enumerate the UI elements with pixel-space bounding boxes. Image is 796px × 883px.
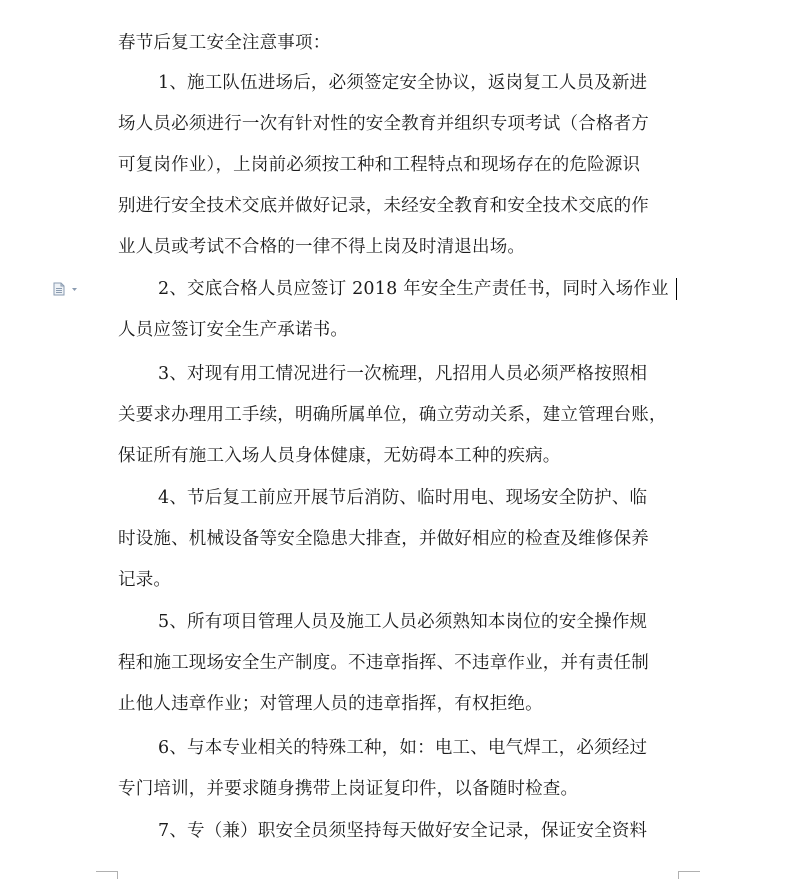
paragraph-3-line-3: 保证所有施工入场人员身体健康，无妨碍本工种的疾病。 xyxy=(118,446,561,466)
paragraph-4-line-3: 记录。 xyxy=(118,570,172,590)
paragraph-4-line-1: 4、节后复工前应开展节后消防、临时用电、现场安全防护、临 xyxy=(158,488,648,508)
paragraph-5-line-3: 止他人违章作业；对管理人员的违章指挥，有权拒绝。 xyxy=(118,694,543,714)
paragraph-5-line-2: 程和施工现场安全生产制度。不违章指挥、不违章作业，并有责任制 xyxy=(118,653,649,673)
paragraph-6-line-1: 6、与本专业相关的特殊工种，如：电工、电气焊工，必须经过 xyxy=(158,738,648,758)
paragraph-3-line-1: 3、对现有用工情况进行一次梳理，凡招用人员必须严格按照相 xyxy=(158,364,648,384)
margin-mark-left xyxy=(96,864,118,872)
paragraph-6-line-2: 专门培训，并要求随身携带上岗证复印件，以备随时检查。 xyxy=(118,779,579,799)
document-heading: 春节后复工安全注意事项： xyxy=(118,33,331,53)
paragraph-1-line-1: 1、施工队伍进场后，必须签定安全协议，返岗复工人员及新进 xyxy=(158,73,648,93)
paragraph-3-line-2: 关要求办理用工手续，明确所属单位，确立劳动关系，建立管理台账， xyxy=(118,405,667,425)
paragraph-1-line-2: 场人员必须进行一次有针对性的安全教育并组织专项考试（合格者方 xyxy=(118,114,649,134)
paragraph-2-line-1: 2、交底合格人员应签订 2018 年安全生产责任书，同时入场作业 xyxy=(158,279,669,299)
paragraph-1-line-3: 可复岗作业），上岗前必须按工种和工程特点和现场存在的危险源识 xyxy=(118,155,641,175)
document-icon[interactable] xyxy=(53,281,79,295)
paragraph-1-line-4: 别进行安全技术交底并做好记录，未经安全教育和安全技术交底的作 xyxy=(118,196,649,216)
paragraph-7-line-1: 7、专（兼）职安全员须坚持每天做好安全记录，保证安全资料 xyxy=(158,821,648,841)
paragraph-2-line-2: 人员应签订安全生产承诺书。 xyxy=(118,320,349,340)
margin-mark-right xyxy=(678,864,700,872)
paragraph-4-line-2: 时设施、机械设备等安全隐患大排查，并做好相应的检查及维修保养 xyxy=(118,529,649,549)
paragraph-1-line-5: 业人员或考试不合格的一律不得上岗及时清退出场。 xyxy=(118,237,526,257)
text-cursor xyxy=(676,278,677,300)
paragraph-5-line-1: 5、所有项目管理人员及施工人员必须熟知本岗位的安全操作规 xyxy=(158,612,648,632)
